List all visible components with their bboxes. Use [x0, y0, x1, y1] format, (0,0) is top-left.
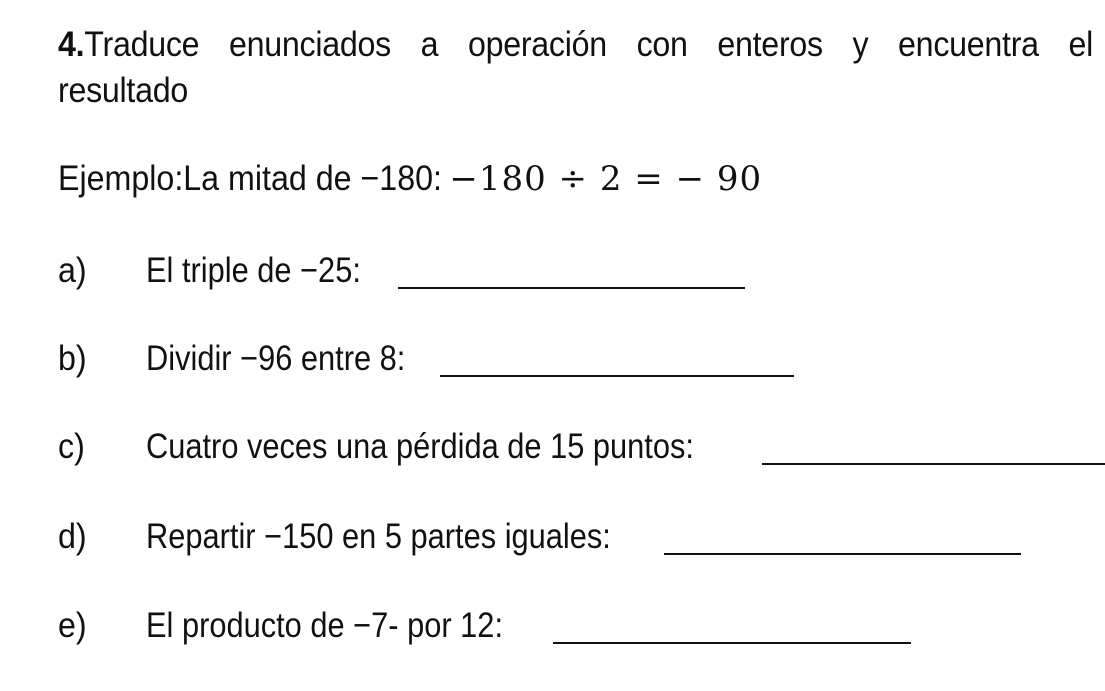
heading-text: Traduce enunciados a operación con enteros y encuentra el [84, 25, 1093, 64]
item-text: Dividir −96 entre 8: [146, 339, 406, 378]
exercise-heading [58, 22, 1093, 114]
item-c [58, 424, 769, 470]
answer-blank-b[interactable] [440, 375, 794, 377]
heading-line-1 [58, 22, 1093, 68]
item-text: Cuatro veces una pérdida de 15 puntos: [146, 427, 694, 466]
answer-blank-c[interactable] [762, 463, 1105, 465]
example-row [58, 156, 762, 202]
answer-blank-a[interactable] [398, 287, 745, 289]
item-e [58, 603, 552, 649]
item-text: El producto de −7- por 12: [146, 606, 504, 645]
answer-blank-d[interactable] [664, 553, 1021, 555]
item-letter: b) [58, 339, 87, 378]
item-text: El triple de −25: [146, 251, 361, 290]
exercise-number: 4. [58, 25, 85, 64]
answer-blank-e[interactable] [553, 642, 911, 644]
heading-line-2: resultado [58, 71, 188, 110]
example-label: Ejemplo:La mitad de −180: [58, 159, 442, 198]
item-letter: c) [58, 427, 85, 466]
item-letter: e) [58, 606, 87, 645]
item-a [58, 248, 390, 294]
item-letter: d) [58, 517, 87, 556]
item-d [58, 514, 674, 560]
item-text: Repartir −150 en 5 partes iguales: [146, 517, 611, 556]
example-equation: −180 ÷ 2 = − 90 [449, 159, 763, 199]
item-letter: a) [58, 251, 87, 290]
item-b [58, 336, 441, 382]
